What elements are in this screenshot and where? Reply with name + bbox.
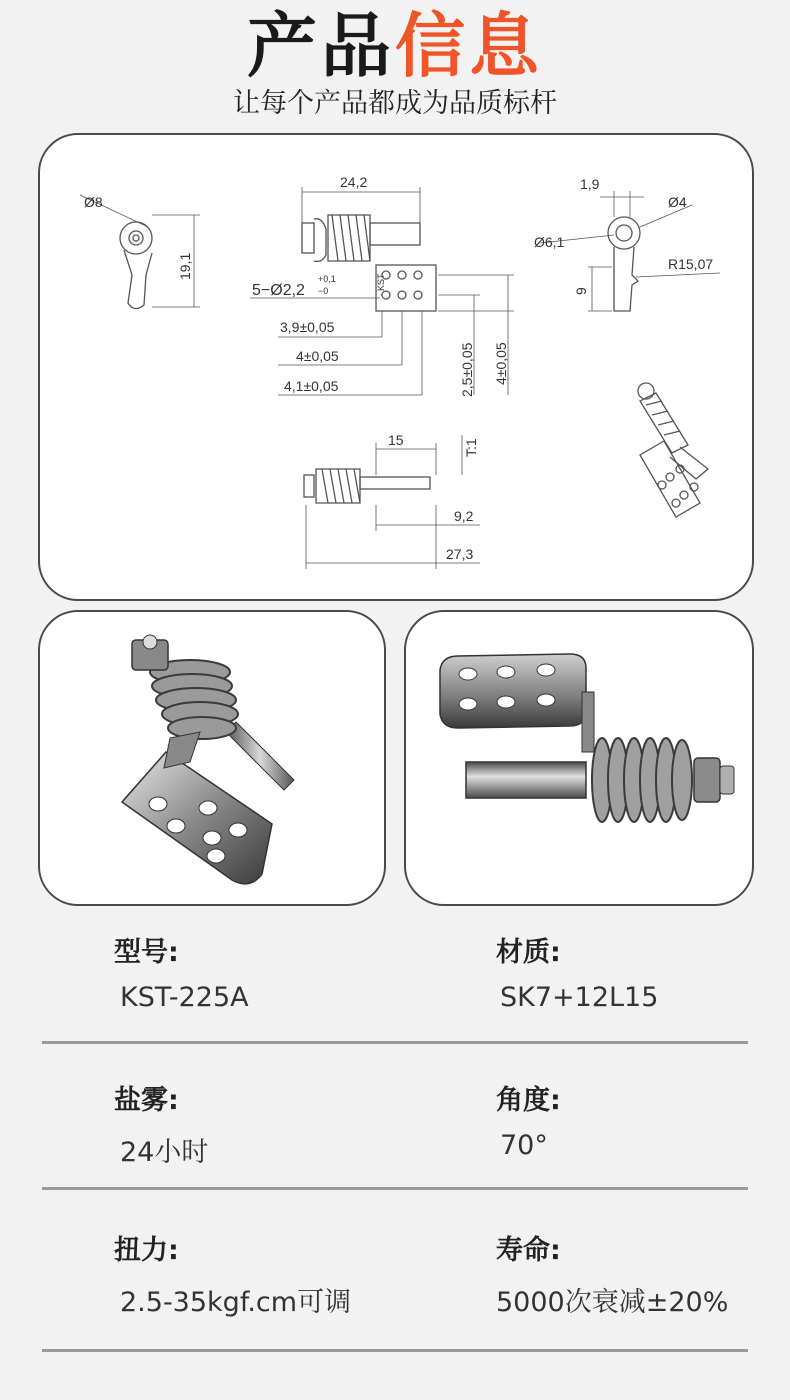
dim-holes-tol-down: −0 (318, 286, 329, 296)
spec-value: 24小时 (120, 1137, 209, 1168)
dim-vertical-4: 4±0,05 (493, 342, 509, 385)
dim-holes-tol-up: +0,1 (318, 274, 336, 284)
spec-label: 盐雾: (114, 1085, 179, 1116)
spec-row-1 (42, 930, 748, 1080)
dim-2-5: 2,5±0,05 (459, 342, 475, 397)
page-title (0, 4, 790, 88)
spec-label: 材质: (496, 937, 561, 968)
spec-row-2 (42, 1078, 748, 1228)
dim-27-3: 27,3 (446, 546, 474, 562)
spec-label: 型号: (114, 937, 179, 968)
technical-drawing-panel (38, 133, 754, 601)
hinge-photo-side (406, 612, 754, 906)
spec-value: SK7+12L15 (500, 982, 659, 1013)
spec-value: KST-225A (120, 982, 249, 1013)
drawing-mark: KST (376, 273, 386, 291)
spec-row-3 (42, 1228, 748, 1378)
spec-label: 寿命: (496, 1235, 561, 1266)
spec-value: 70° (500, 1130, 548, 1161)
dim-width-24-2: 24,2 (340, 174, 368, 190)
spec-label: 角度: (496, 1085, 561, 1116)
side-view-left (80, 195, 200, 309)
spec-value: 5000次衰减±20% (496, 1287, 729, 1318)
spec-label: 扭力: (114, 1235, 179, 1266)
dim-r15-07: R15,07 (668, 256, 714, 272)
divider (42, 1041, 748, 1044)
technical-drawing (40, 135, 754, 601)
divider (42, 1187, 748, 1190)
dim-4-1: 4,1±0,05 (284, 378, 339, 394)
dim-1-9: 1,9 (580, 176, 600, 192)
title-accent-part: 信息 (395, 5, 543, 87)
dim-9: 9 (573, 287, 589, 295)
hinge-photo-angled (40, 612, 386, 906)
dim-15: 15 (388, 432, 404, 448)
dim-height-19-1: 19,1 (177, 252, 193, 280)
dim-phi-4: Ø4 (668, 194, 687, 210)
dim-phi-6-1: Ø6,1 (534, 234, 565, 250)
page-subtitle: 让每个产品都成为品质标杆 (233, 88, 557, 119)
product-photo-right (404, 610, 754, 906)
dim-holes: 5−Ø2,2 (252, 282, 305, 299)
dim-thickness: T:1 (463, 438, 479, 457)
side-view-right (540, 191, 720, 311)
dim-9-2: 9,2 (454, 508, 474, 524)
product-photo-left (38, 610, 386, 906)
dim-diameter-8: Ø8 (84, 194, 103, 210)
dim-4: 4±0,05 (296, 348, 339, 364)
spec-value: 2.5-35kgf.cm可调 (120, 1287, 352, 1318)
isometric-sketch (638, 383, 708, 517)
title-dark-part: 产品 (247, 5, 395, 87)
divider (42, 1349, 748, 1352)
dim-3-9: 3,9±0,05 (280, 319, 335, 335)
